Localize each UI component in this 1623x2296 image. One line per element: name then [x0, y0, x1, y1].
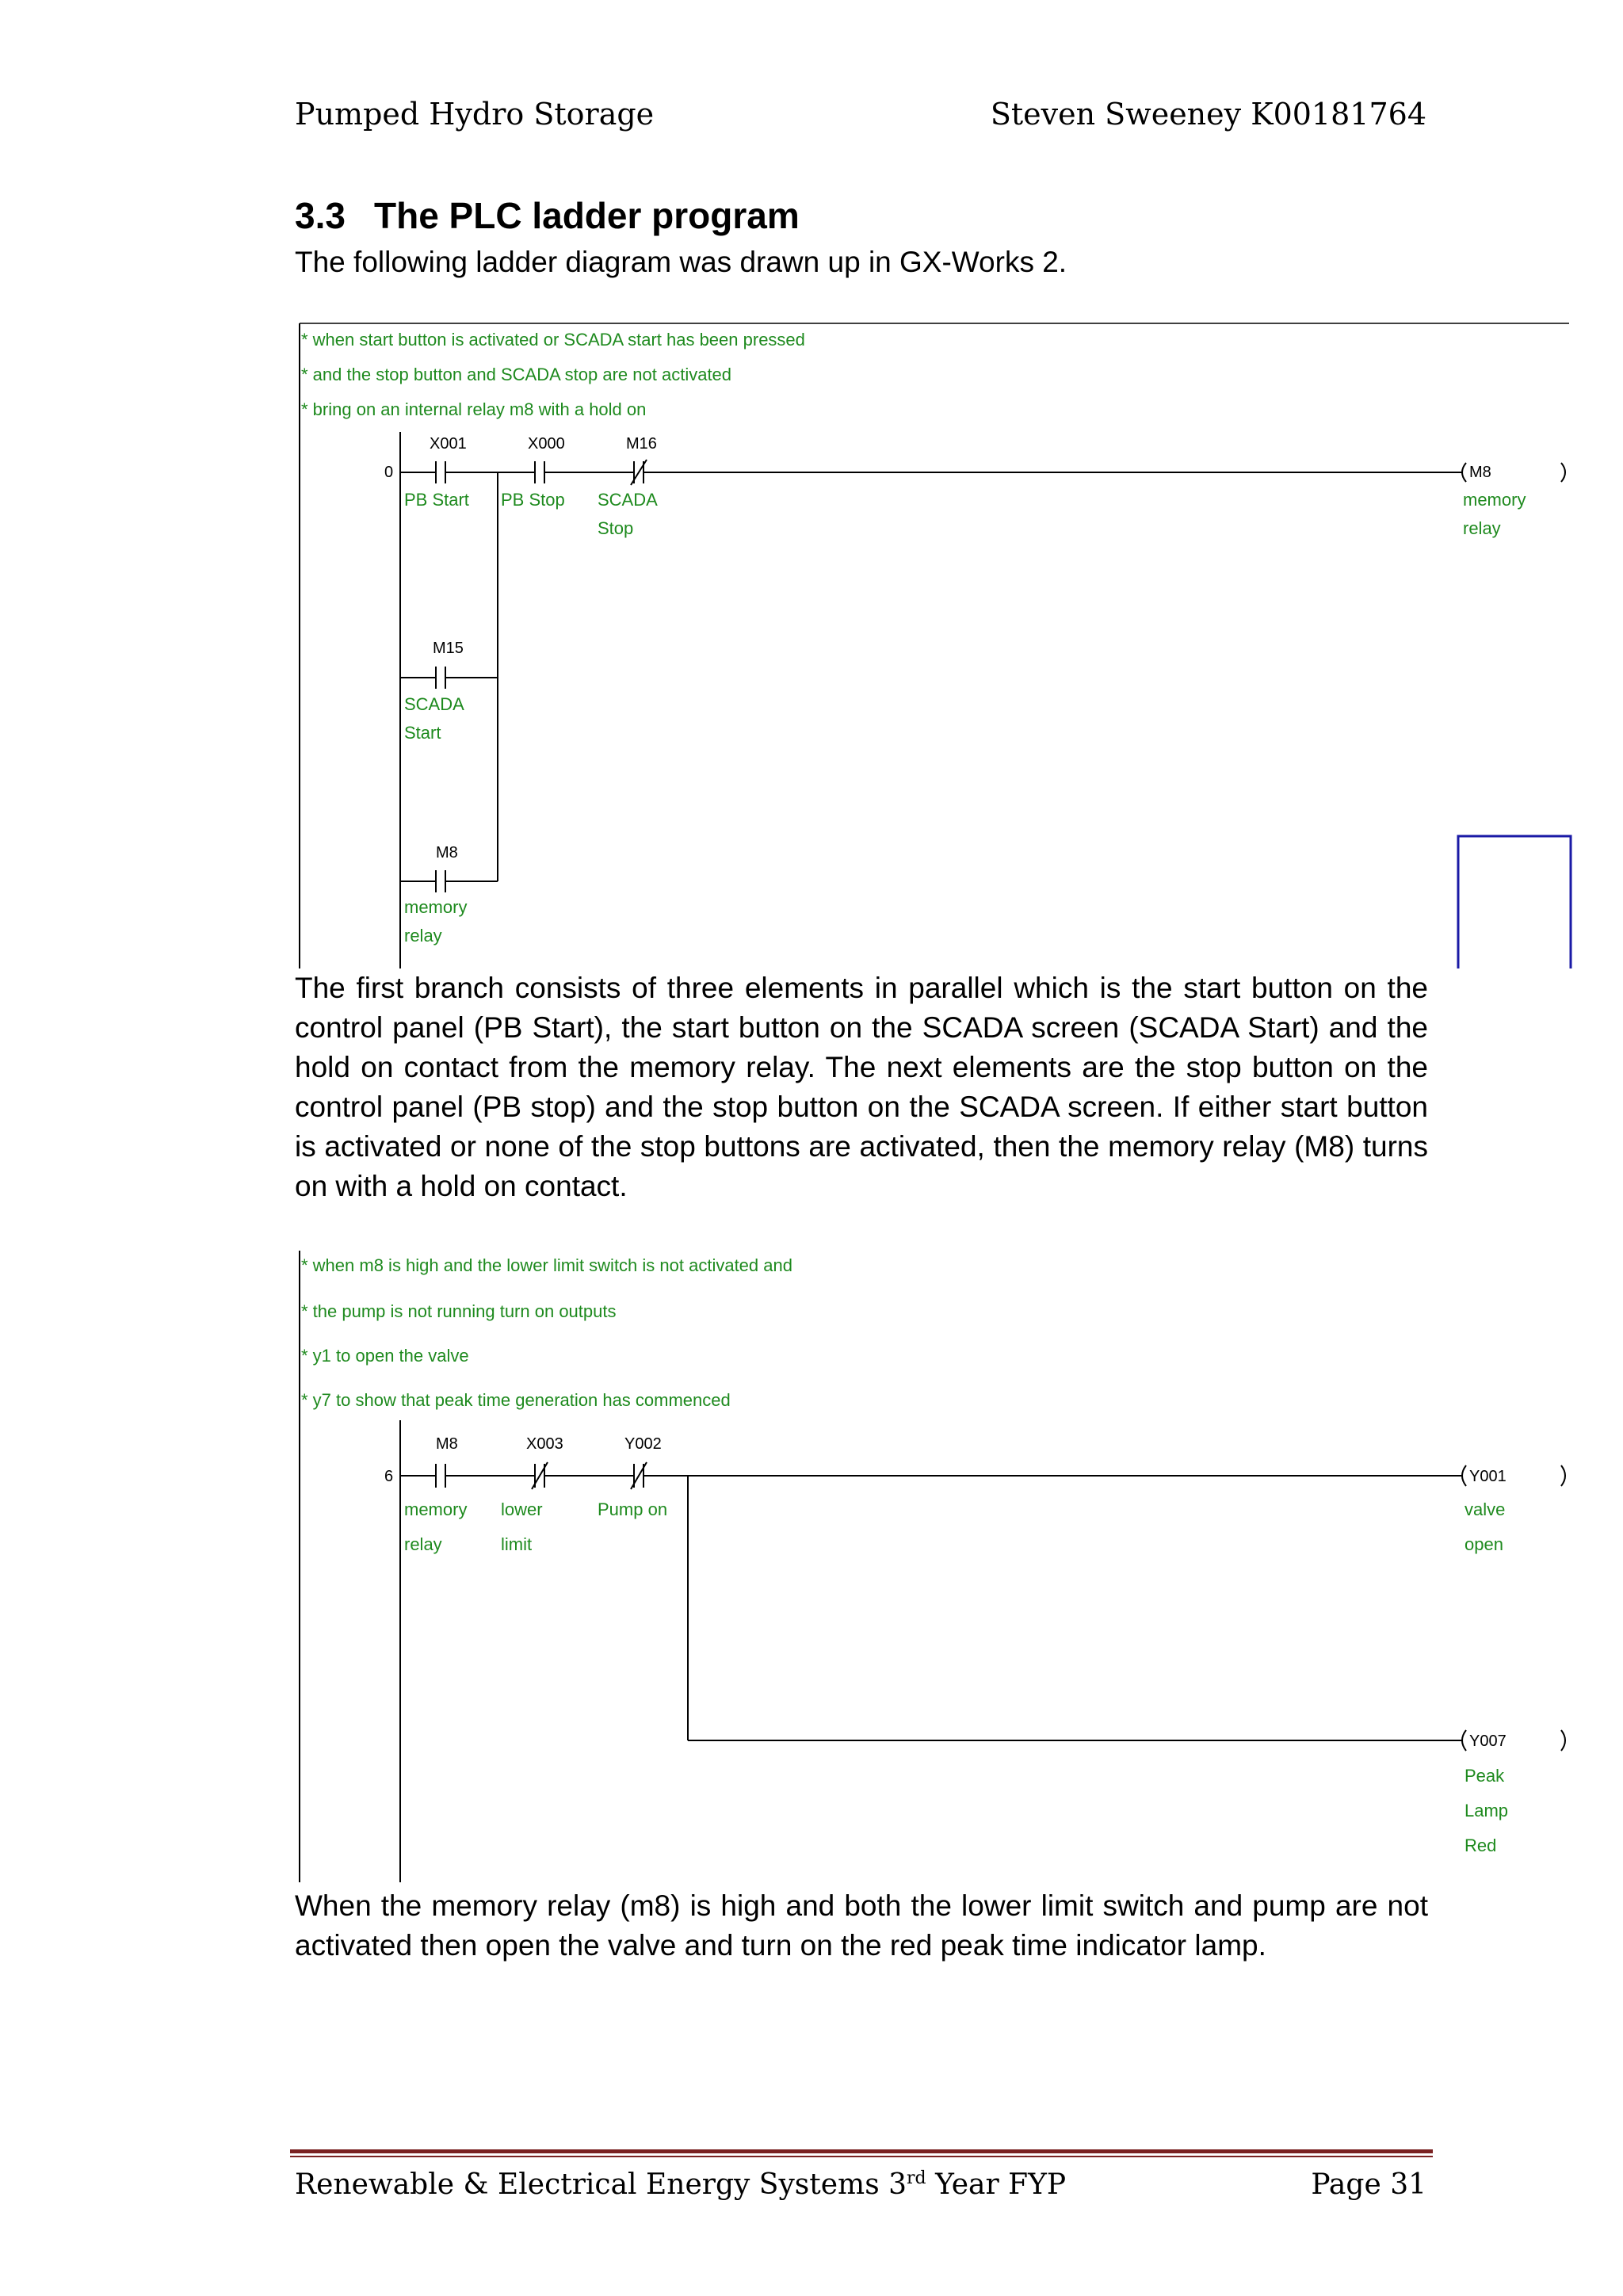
paragraph-rung1-explanation: The first branch consists of three elements in parallel which is the start button on the control panel (PB Start), the start button on the SCADA screen (SCADA Start) and the hold on contact from the memory relay. The next elements are the stop button on the control panel (PB stop) and the stop button on the SCADA screen. If either start button is activated or none of the stop buttons are activated, then the memory relay (M8) turns on with a hold on contact.	[295, 972, 1428, 1202]
contact-label: PB Start	[404, 490, 469, 510]
header-title: Pumped Hydro Storage	[295, 97, 655, 132]
contact-label: SCADA	[598, 490, 658, 510]
coil-label: Red	[1465, 1836, 1497, 1855]
rung1-comment-2: * and the stop button and SCADA stop are not activated	[301, 365, 732, 384]
contact-label: relay	[404, 926, 442, 946]
rung1-step-number: 0	[384, 464, 394, 481]
ladder-diagram-rung-2	[293, 1244, 1574, 1886]
coil-device: M8	[1469, 464, 1491, 481]
contact-device: X001	[430, 435, 467, 453]
contact-m8-hold	[404, 844, 467, 946]
section-title: The PLC ladder program	[374, 195, 800, 236]
footer-course-main: Renewable & Electrical Energy Systems 3	[295, 2168, 907, 2201]
contact-m8	[404, 1435, 467, 1554]
rung2-comment-3: * y1 to open the valve	[301, 1346, 469, 1366]
coil-device: Y001	[1469, 1468, 1507, 1485]
rung1-comment-1: * when start button is activated or SCADA start has been pressed	[301, 330, 805, 350]
contact-label: Stop	[598, 518, 634, 538]
contact-y002	[598, 1435, 667, 1519]
rung2-comment-1: * when m8 is high and the lower limit switch is not activated and	[301, 1255, 792, 1275]
footer-course-tail: Year FYP	[926, 2168, 1067, 2201]
page-number: Page 31	[1311, 2168, 1426, 2201]
contact-device: M8	[436, 1435, 458, 1453]
contact-label: memory	[404, 1499, 468, 1519]
contact-m16	[598, 435, 658, 538]
selection-box	[1458, 836, 1571, 968]
coil-y007	[1462, 1730, 1565, 1855]
contact-device: X003	[526, 1435, 563, 1453]
header-author: Steven Sweeney K00181764	[990, 97, 1426, 132]
ladder-diagram-rung-1	[293, 317, 1574, 968]
coil-y001	[1462, 1465, 1565, 1554]
footer-rule	[290, 2156, 1433, 2157]
contact-device: M8	[436, 844, 458, 861]
footer-rule	[290, 2149, 1433, 2153]
footer-course	[295, 2168, 1066, 2201]
contact-label: PB Stop	[501, 490, 565, 510]
contact-device: Y002	[624, 1435, 662, 1453]
contact-m15	[404, 640, 464, 743]
contact-x003	[501, 1435, 563, 1554]
intro-text: The following ladder diagram was drawn up in GX-Works 2.	[295, 246, 1067, 278]
coil-label: open	[1465, 1534, 1503, 1554]
rung1-comment-3: * bring on an internal relay m8 with a hold on	[301, 399, 647, 419]
contact-label: memory	[404, 897, 468, 917]
rung2-step-number: 6	[384, 1468, 394, 1485]
contact-label: limit	[501, 1534, 533, 1554]
coil-label: Peak	[1465, 1766, 1505, 1786]
contact-device: M15	[433, 640, 464, 657]
coil-m8	[1462, 463, 1565, 538]
contact-device: M16	[626, 435, 657, 453]
contact-label: Start	[404, 723, 441, 743]
contact-label: relay	[404, 1534, 442, 1554]
rung2-comment-2: * the pump is not running turn on outputs	[301, 1301, 617, 1321]
coil-label: Lamp	[1465, 1801, 1509, 1820]
coil-label: valve	[1465, 1499, 1506, 1519]
contact-label: SCADA	[404, 694, 464, 714]
rung2-comment-4: * y7 to show that peak time generation has commenced	[301, 1390, 731, 1410]
paragraph-rung2-explanation: When the memory relay (m8) is high and both the lower limit switch and pump are not activated then open the valve and turn on the red peak time indicator lamp.	[295, 1889, 1428, 1962]
section-number: 3.3	[295, 195, 346, 236]
footer-course-sup: rd	[907, 2168, 926, 2188]
coil-label: relay	[1463, 518, 1501, 538]
contact-device: X000	[528, 435, 565, 453]
section-heading	[295, 194, 800, 237]
coil-label: memory	[1463, 490, 1526, 510]
contact-label: Pump on	[598, 1499, 668, 1519]
coil-device: Y007	[1469, 1733, 1507, 1750]
contact-label: lower	[501, 1499, 543, 1519]
